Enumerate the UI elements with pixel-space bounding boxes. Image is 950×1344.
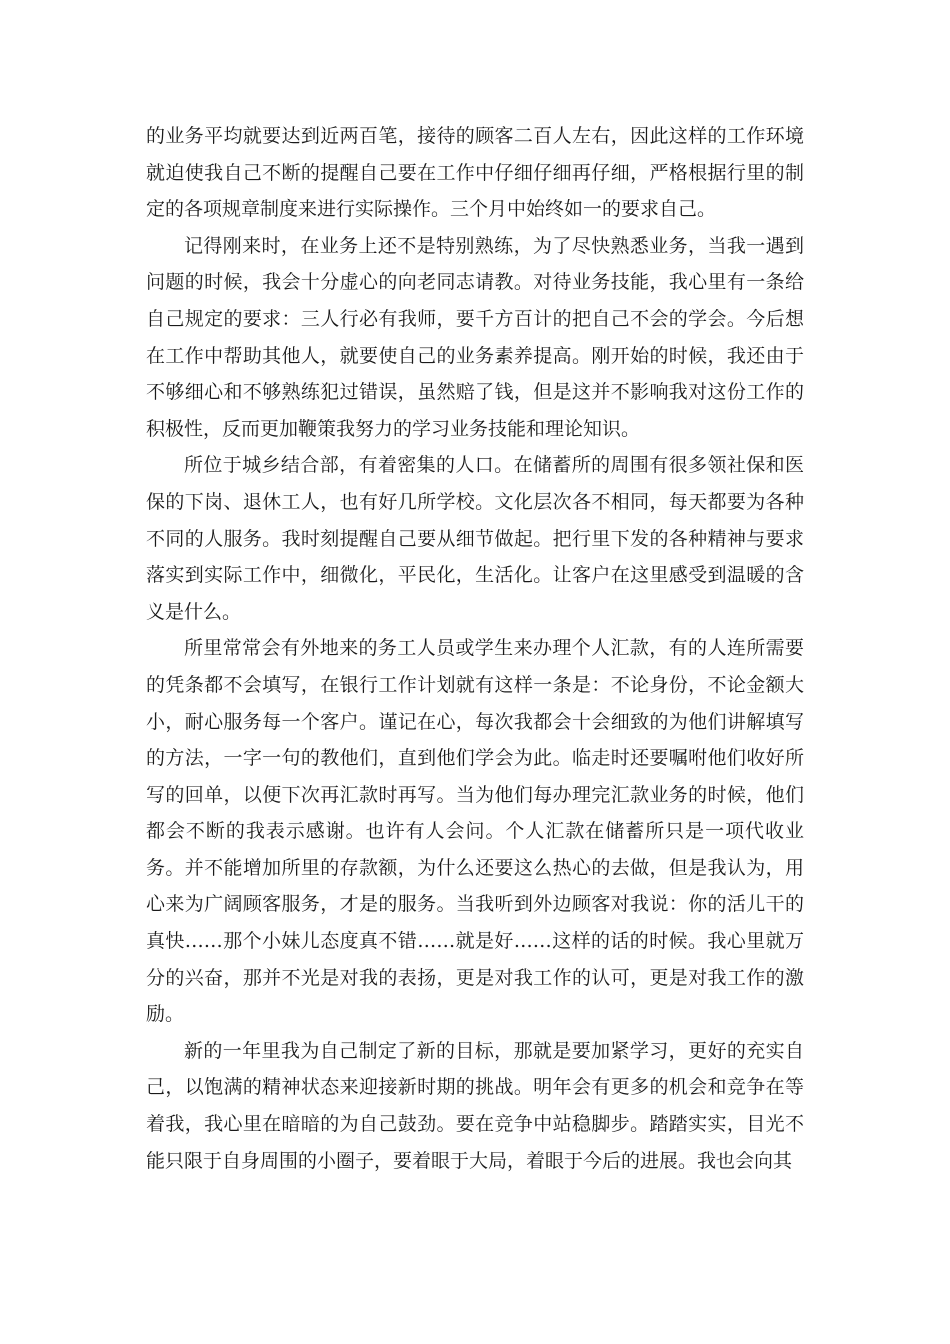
paragraph-4: 所里常常会有外地来的务工人员或学生来办理个人汇款，有的人连所需要的凭条都不会填写，在银行工作计划就有这样一条是：不论身份，不论金额大小，耐心服务每一个客户。谨记在心，每次我都会十会细致的为他们讲解填写的方法，一字一句的教他们，直到他们学会为此。临走时还要嘱咐他们收好所写的回单，以便下次再汇款时再写。当为他们每办理完汇款业务的时候，他们都会不断的我表示感谢。也许有人会问。个人汇款在储蓄所只是一项代收业务。并不能增加所里的存款额，为什么还要这么热心的去做，但是我认为，用心来为广阔顾客服务，才是的服务。当我听到外边顾客对我说：你的活儿干的真快……那个小妹儿态度真不错……就是好……这样的话的时候。我心里就万分的兴奋，那并不光是对我的表扬，更是对我工作的认可，更是对我工作的激励。 — [146, 637, 804, 1026]
paragraph-5: 新的一年里我为自己制定了新的目标，那就是要加紧学习，更好的充实自己，以饱满的精神状态来迎接新时期的挑战。明年会有更多的机会和竞争在等着我，我心里在暗暗的为自己鼓劲。要在竞争中站稳脚步。踏踏实实，目光不能只限于自身周围的小圈子，要着眼于大局，着眼于今后的进展。我也会向其 — [146, 1039, 804, 1172]
paragraph-3: 所位于城乡结合部，有着密集的人口。在储蓄所的周围有很多领社保和医保的下岗、退休工人，也有好几所学校。文化层次各不相同，每天都要为各种不同的人服务。我时刻提醒自己要从细节做起。把行里下发的各种精神与要求落实到实际工作中，细微化，平民化，生活化。让客户在这里感受到温暖的含义是什么。 — [146, 454, 804, 623]
document-body — [146, 118, 804, 1179]
paragraph-2: 记得刚来时，在业务上还不是特别熟练，为了尽快熟悉业务，当我一遇到问题的时候，我会十分虚心的向老同志请教。对待业务技能，我心里有一条给自己规定的要求：三人行必有我师，要千方百计的把自己不会的学会。今后想在工作中帮助其他人，就要使自己的业务素养提高。刚开始的时候，我还由于不够细心和不够熟练犯过错误，虽然赔了钱，但是这并不影响我对这份工作的积极性，反而更加鞭策我努力的学习业务技能和理论知识。 — [146, 234, 804, 440]
paragraph-1: 的业务平均就要达到近两百笔，接待的顾客二百人左右，因此这样的工作环境就迫使我自己不断的提醒自己要在工作中仔细仔细再仔细，严格根据行里的制定的各项规章制度来进行实际操作。三个月中始终如一的要求自己。 — [146, 125, 804, 221]
